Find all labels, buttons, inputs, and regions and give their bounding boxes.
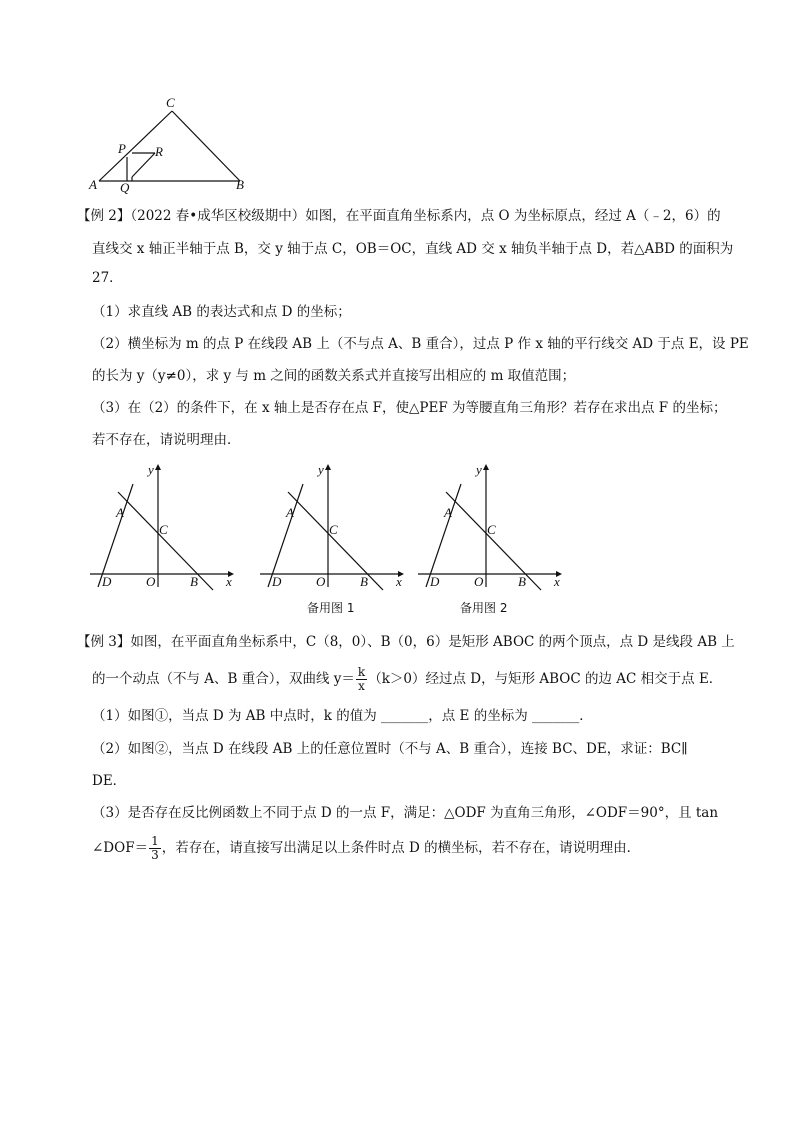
frac-num: 1 bbox=[151, 834, 159, 848]
label-C: C bbox=[166, 95, 175, 110]
label-C: C bbox=[487, 522, 496, 537]
ex3-q3a: （3）是否存在反比例函数上不同于点 D 的一点 F，满足：△ODF 为直角三角形，∠ODF＝90°，且 tan bbox=[92, 805, 719, 821]
ex2-q2b: 的长为 y（y≠0），求 y 与 m 之间的函数关系式并直接写出相应的 m 取值范围； bbox=[92, 368, 576, 384]
ex2-q3b: 若不存在，请说明理由． bbox=[92, 432, 241, 448]
frac-den: 3 bbox=[151, 848, 159, 862]
label-C: C bbox=[329, 522, 338, 537]
label-B: B bbox=[518, 574, 526, 589]
coord-figure-main bbox=[88, 462, 238, 592]
axis-y: y bbox=[476, 462, 482, 477]
ex3-q3b bbox=[92, 832, 640, 864]
fraction-one-third bbox=[149, 835, 161, 862]
ex3-q2b: DE． bbox=[92, 773, 127, 789]
axis-x: x bbox=[226, 574, 232, 589]
axis-x: x bbox=[396, 574, 402, 589]
label-R: R bbox=[155, 144, 163, 159]
label-O: O bbox=[146, 574, 156, 589]
coord-figure-backup-1 bbox=[258, 462, 408, 592]
label-O: O bbox=[316, 574, 326, 589]
ex3-line1: 【例 3】如图，在平面直角坐标系中，C（8，0）、B（0，6）是矩形 ABOC 的两个顶点，点 D 是线段 AB 上 bbox=[77, 634, 735, 650]
frac-den: x bbox=[358, 679, 365, 693]
label-D: D bbox=[430, 574, 440, 589]
ex3-q3b-pre: ∠DOF＝ bbox=[92, 840, 149, 856]
label-D: D bbox=[272, 574, 282, 589]
ex3-q3b-post: ，若存在，请直接写出满足以上条件时点 D 的横坐标，若不存在，请说明理由． bbox=[161, 840, 641, 856]
axis-y: y bbox=[148, 462, 154, 477]
label-P: P bbox=[118, 141, 126, 156]
ex3-q1: （1）如图①，当点 D 为 AB 中点时，k 的值为 _______，点 E 的坐标为 _______． bbox=[92, 708, 593, 724]
label-A: A bbox=[89, 177, 97, 192]
label-B: B bbox=[236, 177, 244, 192]
label-Q: Q bbox=[120, 180, 130, 195]
ex2-q1: （1）求直线 AB 的表达式和点 D 的坐标； bbox=[92, 304, 351, 320]
axis-x: x bbox=[554, 574, 560, 589]
label-B: B bbox=[190, 574, 198, 589]
ex2-line2: 直线交 x 轴正半轴于点 B，交 y 轴于点 C，OB＝OC，直线 AD 交 x 轴负半轴于点 D，若△ABD 的面积为 bbox=[92, 241, 734, 257]
ex2-q3a: （3）在（2）的条件下，在 x 轴上是否存在点 F，使△PEF 为等腰直角三角形？若存在求出点 F 的坐标； bbox=[92, 400, 727, 416]
label-A: A bbox=[286, 505, 294, 520]
ex3-line2 bbox=[92, 664, 722, 694]
label-A: A bbox=[116, 505, 124, 520]
ex2-line1: 【例 2】（2022 春•成华区校级期中）如图，在平面直角坐标系内，点 O 为坐标原点，经过 A（﹣2，6）的 bbox=[77, 208, 721, 224]
label-C: C bbox=[159, 522, 168, 537]
frac-num: k bbox=[357, 665, 366, 679]
ex2-line3: 27． bbox=[92, 270, 123, 286]
caption-backup-2: 备用图 2 bbox=[460, 601, 508, 615]
label-O: O bbox=[474, 574, 484, 589]
caption-backup-1: 备用图 1 bbox=[307, 601, 355, 615]
coord-figure-backup-2 bbox=[416, 462, 566, 592]
axis-y: y bbox=[318, 462, 324, 477]
fraction-k-over-x bbox=[356, 666, 367, 693]
ex3-q2a: （2）如图②，当点 D 在线段 AB 上的任意位置时（不与 A、B 重合），连接 BC、DE，求证：BC∥ bbox=[92, 741, 688, 757]
ex3-line2-pre: 的一个动点（不与 A、B 重合），双曲线 y＝ bbox=[92, 671, 355, 687]
label-B: B bbox=[360, 574, 368, 589]
ex3-line2-post: （k＞0）经过点 D，与矩形 ABOC 的边 AC 相交于点 E． bbox=[368, 671, 723, 687]
label-D: D bbox=[102, 574, 112, 589]
triangle-figure bbox=[85, 95, 265, 200]
ex2-q2a: （2）横坐标为 m 的点 P 在线段 AB 上（不与点 A、B 重合），过点 P 作 x 轴的平行线交 AD 于点 E，设 PE bbox=[92, 336, 749, 352]
label-A: A bbox=[444, 505, 452, 520]
